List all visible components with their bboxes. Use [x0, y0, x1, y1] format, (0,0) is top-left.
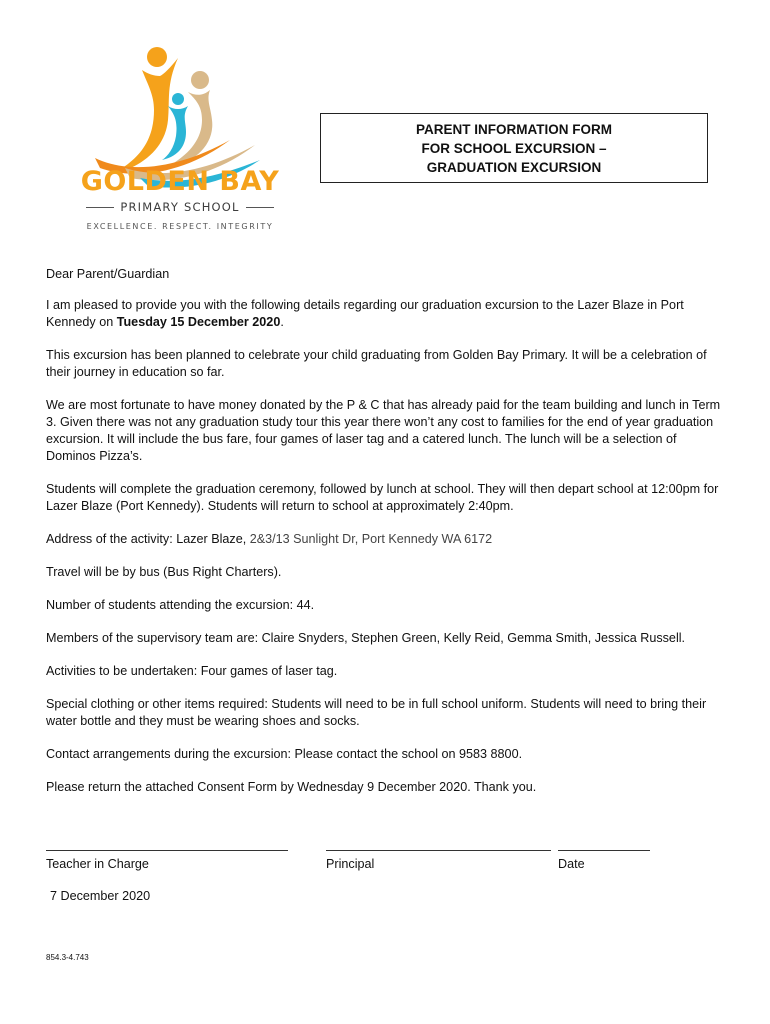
letter-date: 7 December 2020: [50, 889, 151, 903]
form-title-box: [320, 113, 708, 183]
paragraph-return: Please return the attached Consent Form by Wednesday 9 December 2020. Thank you.: [46, 780, 537, 794]
paragraph-clothing: Special clothing or other items required: Students will need to be in full school uniform. Students will need to bring their water bottle and they must be wearing shoes and socks.: [46, 697, 707, 728]
paragraph-funding: We are most fortunate to have money donated by the P & C that has already paid for the team building and lunch in Term 3. Given there was not any graduation study tour this year there won’t any cost to families for the end of year graduation excursion. It will include the bus fare, four games of laser tag and a catered lunch. The lunch will be a selection of Dominos Pizza’s.: [46, 398, 721, 463]
greeting: Dear Parent/Guardian: [46, 267, 170, 281]
intro-text: I am pleased to provide you with the following details regarding our graduation excursion to the Lazer Blaze in Port Kennedy on: [46, 298, 684, 329]
paragraph-travel: Travel will be by bus (Bus Right Charters).: [46, 565, 282, 579]
logo-orange-head: [147, 47, 167, 67]
paragraph-activities: Activities to be undertaken: Four games of laser tag.: [46, 664, 338, 678]
excursion-date: Tuesday 15 December 2020: [116, 315, 281, 329]
paragraph-intro: [46, 297, 726, 331]
logo-school-name: GOLDEN BAY: [80, 166, 280, 197]
address-label: Address of the activity: Lazer Blaze,: [46, 532, 250, 546]
document-reference: 854.3-4.743: [46, 953, 89, 962]
paragraph-address: [46, 531, 726, 548]
letter-body: [46, 266, 726, 812]
teacher-signature-line: [46, 840, 288, 851]
logo-sand-head: [191, 71, 209, 89]
date-label: Date: [558, 857, 585, 871]
paragraph-purpose: This excursion has been planned to celebrate your child graduating from Golden Bay Primary. It will be a celebration of their journey in education so far.: [46, 348, 707, 379]
paragraph-schedule: Students will complete the graduation ceremony, followed by lunch at school. They will then depart school at 12:00pm for Lazer Blaze (Port Kennedy). Students will return to school at approximately 2:40pm.: [46, 482, 719, 513]
logo-tagline: EXCELLENCE. RESPECT. INTEGRITY: [86, 222, 274, 231]
title-line-2: FOR SCHOOL EXCURSION –: [421, 140, 607, 156]
date-signature-line: [558, 840, 650, 851]
intro-end: .: [280, 315, 284, 329]
teacher-signature: [46, 840, 288, 871]
logo-rule-left: [86, 207, 114, 208]
paragraph-contact: Contact arrangements during the excursion: Please contact the school on 9583 8800.: [46, 747, 523, 761]
title-line-3: GRADUATION EXCURSION: [426, 159, 602, 175]
principal-label: Principal: [326, 857, 375, 871]
paragraph-students: Number of students attending the excursion: 44.: [46, 598, 315, 612]
principal-signature-line: [326, 840, 551, 851]
signature-block: [46, 840, 726, 880]
logo-teal-head: [172, 93, 184, 105]
principal-signature: [326, 840, 551, 871]
logo-subtitle: [80, 200, 280, 214]
title-line-1: PARENT INFORMATION FORM: [416, 121, 612, 137]
address-value: 2&3/13 Sunlight Dr, Port Kennedy WA 6172: [249, 532, 493, 546]
teacher-label: Teacher in Charge: [46, 857, 149, 871]
date-signature: [558, 840, 650, 871]
paragraph-supervisors: Members of the supervisory team are: Claire Snyders, Stephen Green, Kelly Reid, Gemma Smith, Jessica Russell.: [46, 631, 686, 645]
logo-rule-right: [246, 207, 274, 208]
logo-subtitle-text: PRIMARY SCHOOL: [120, 200, 240, 214]
